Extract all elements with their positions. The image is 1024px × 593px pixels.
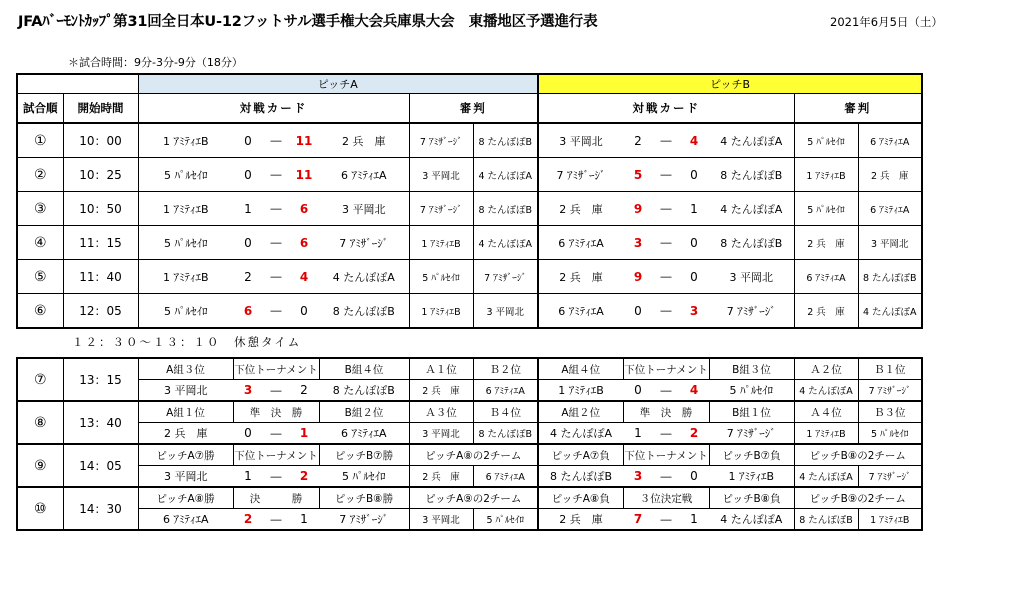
pitch-a-team-1: 5 ﾊﾟﾙｾｲﾛ <box>138 226 233 260</box>
pitch-b-referee-1: 6 ｱﾐﾃｨｴA <box>794 260 858 294</box>
pitch-a-team-2: 6 ｱﾐﾃｨｴA <box>319 158 409 192</box>
pitch-b-slot-1-label: ピッチA⑧負 <box>538 487 623 509</box>
pitch-a-score-2: 11 <box>289 123 319 158</box>
pitch-b-team-1: 6 ｱﾐﾃｨｴA <box>538 294 623 329</box>
start-time: 14：05 <box>63 444 138 487</box>
pitch-b-score-1: 1 <box>623 423 653 445</box>
pitch-b-score-2: 4 <box>679 380 709 402</box>
pitch-b-referee-1: 5 ﾊﾟﾙｾｲﾛ <box>794 192 858 226</box>
start-time: 13：40 <box>63 401 138 444</box>
pitch-a-referee-header: 審判 <box>409 94 538 124</box>
pitch-b-slot-1-label: ピッチA⑦負 <box>538 444 623 466</box>
match-number: ③ <box>17 192 63 226</box>
break-time-label: １２：３０～１３：１０ 休憩タイム <box>72 335 302 349</box>
score-dash: ― <box>653 423 679 445</box>
score-dash: ― <box>653 294 679 329</box>
pitch-b-referee-1: 4 たんぽぽA <box>794 380 858 402</box>
afternoon-schedule-table <box>16 357 923 531</box>
pitch-b-referee-1: 4 たんぽぽA <box>794 466 858 488</box>
page-title: JFAﾊﾞｰﾓﾝﾄｶｯﾌﾟ第31回全日本U-12フットサル選手権大会兵庫県大会 東播地区予選進行表 <box>18 14 598 30</box>
match-number: ⑨ <box>17 444 63 487</box>
pitch-a-referee-label: ピッチA⑨の2チーム <box>409 487 538 509</box>
match-number: ⑧ <box>17 401 63 444</box>
score-dash: ― <box>263 423 289 445</box>
pitch-b-referee-1: 1 ｱﾐﾃｨｴB <box>794 158 858 192</box>
table-row <box>17 294 922 329</box>
pitch-a-referee-1-label: Ａ１位 <box>409 358 473 380</box>
pitch-a-slot-2-label: B組４位 <box>319 358 409 380</box>
pitch-b-score-2: 0 <box>679 226 709 260</box>
match-number: ⑤ <box>17 260 63 294</box>
table-row <box>17 158 922 192</box>
pitch-a-referee-2-label: Ｂ２位 <box>473 358 538 380</box>
start-time: 13：15 <box>63 358 138 401</box>
pitch-a-score-2: 11 <box>289 158 319 192</box>
pitch-b-referee-2: 7 ｱﾐｻﾞｰｼﾞ <box>858 466 922 488</box>
pitch-b-score-1: 9 <box>623 192 653 226</box>
pitch-b-round-label: 下位トーナメント <box>623 358 709 380</box>
match-number: ② <box>17 158 63 192</box>
pitch-b-card-header: 対戦カード <box>538 94 794 124</box>
start-time: 12：05 <box>63 294 138 329</box>
pitch-b-referee-2: 2 兵 庫 <box>858 158 922 192</box>
pitch-a-referee-2-label: Ｂ４位 <box>473 401 538 423</box>
pitch-a-score-1: 0 <box>233 423 263 445</box>
table-row-labels <box>17 444 922 466</box>
table-row-labels <box>17 358 922 380</box>
pitch-a-score-1: 2 <box>233 509 263 531</box>
pitch-b-slot-2-label: B組３位 <box>709 358 794 380</box>
pitch-b-score-2: 2 <box>679 423 709 445</box>
pitch-b-referee-1: 5 ﾊﾟﾙｾｲﾛ <box>794 123 858 158</box>
pitch-a-round-label: 決 勝 <box>233 487 319 509</box>
pitch-a-slot-2-label: B組２位 <box>319 401 409 423</box>
pitch-a-team-1: 2 兵 庫 <box>138 423 233 445</box>
pitch-b-referee-1-label: Ａ４位 <box>794 401 858 423</box>
pitch-a-score-2: 6 <box>289 226 319 260</box>
pitch-a-round-label: 下位トーナメント <box>233 444 319 466</box>
table-row <box>17 423 922 445</box>
score-dash: ― <box>653 192 679 226</box>
pitch-a-team-1: 1 ｱﾐﾃｨｴB <box>138 260 233 294</box>
pitch-a-referee-1-label: Ａ３位 <box>409 401 473 423</box>
pitch-a-referee-2: 4 たんぽぽA <box>473 158 538 192</box>
pitch-a-referee-1: 7 ｱﾐｻﾞｰｼﾞ <box>409 192 473 226</box>
score-dash: ― <box>653 380 679 402</box>
pitch-a-referee-2: 6 ｱﾐﾃｨｴA <box>473 380 538 402</box>
pitch-a-team-1: 3 平岡北 <box>138 380 233 402</box>
pitch-b-team-1: 4 たんぽぽA <box>538 423 623 445</box>
pitch-a-round-label: 下位トーナメント <box>233 358 319 380</box>
pitch-b-score-2: 0 <box>679 260 709 294</box>
pitch-b-team-2: 4 たんぽぽA <box>709 509 794 531</box>
pitch-b-score-1: 7 <box>623 509 653 531</box>
pitch-b-score-2: 3 <box>679 294 709 329</box>
pitch-b-score-1: 2 <box>623 123 653 158</box>
event-date: 2021年6月5日（土） <box>830 15 943 29</box>
table-row <box>17 509 922 531</box>
pitch-b-referee-1: 8 たんぽぽB <box>794 509 858 531</box>
pitch-b-referee-2: 3 平岡北 <box>858 226 922 260</box>
pitch-a-referee-1: 1 ｱﾐﾃｨｴB <box>409 294 473 329</box>
score-dash: ― <box>263 192 289 226</box>
score-dash: ― <box>653 226 679 260</box>
pitch-b-score-2: 1 <box>679 192 709 226</box>
pitch-b-team-1: 2 兵 庫 <box>538 509 623 531</box>
pitch-b-team-2: 4 たんぽぽA <box>709 192 794 226</box>
match-number: ⑦ <box>17 358 63 401</box>
pitch-b-team-1: 1 ｱﾐﾃｨｴB <box>538 380 623 402</box>
pitch-b-team-2: 8 たんぽぽB <box>709 158 794 192</box>
table-row <box>17 466 922 488</box>
pitch-a-team-2: 8 たんぽぽB <box>319 380 409 402</box>
pitch-b-referee-label: ピッチB⑧の2チーム <box>794 444 922 466</box>
start-time: 11：40 <box>63 260 138 294</box>
pitch-b-referee-header: 審判 <box>794 94 922 124</box>
pitch-a-slot-1-label: A組３位 <box>138 358 233 380</box>
pitch-b-score-1: 3 <box>623 466 653 488</box>
pitch-b-referee-1: 1 ｱﾐﾃｨｴB <box>794 423 858 445</box>
pitch-a-referee-1: 7 ｱﾐｻﾞｰｼﾞ <box>409 123 473 158</box>
start-time: 11：15 <box>63 226 138 260</box>
pitch-b-team-1: 2 兵 庫 <box>538 260 623 294</box>
pitch-b-referee-2: 4 たんぽぽA <box>858 294 922 329</box>
table-row-labels <box>17 401 922 423</box>
pitch-b-round-label: ３位決定戦 <box>623 487 709 509</box>
pitch-a-score-1: 2 <box>233 260 263 294</box>
pitch-b-team-1: 6 ｱﾐﾃｨｴA <box>538 226 623 260</box>
pitch-b-referee-2: 7 ｱﾐｻﾞｰｼﾞ <box>858 380 922 402</box>
table-row-labels <box>17 487 922 509</box>
pitch-a-slot-2-label: ピッチB⑦勝 <box>319 444 409 466</box>
pitch-b-round-label: 準 決 勝 <box>623 401 709 423</box>
match-duration-note: ＊試合時間：9分-3分-9分（18分） <box>68 56 243 69</box>
pitch-b-score-2: 4 <box>679 123 709 158</box>
table-row <box>17 192 922 226</box>
start-time-header: 開始時間 <box>63 94 138 124</box>
match-number: ① <box>17 123 63 158</box>
pitch-a-referee-2: 4 たんぽぽA <box>473 226 538 260</box>
pitch-a-team-2: 5 ﾊﾟﾙｾｲﾛ <box>319 466 409 488</box>
pitch-a-referee-1: 5 ﾊﾟﾙｾｲﾛ <box>409 260 473 294</box>
pitch-b-team-2: 5 ﾊﾟﾙｾｲﾛ <box>709 380 794 402</box>
pitch-a-score-1: 0 <box>233 158 263 192</box>
pitch-a-score-1: 6 <box>233 294 263 329</box>
score-dash: ― <box>653 123 679 158</box>
morning-schedule-table <box>16 73 923 329</box>
pitch-b-score-1: 3 <box>623 226 653 260</box>
pitch-b-score-1: 0 <box>623 380 653 402</box>
pitch-b-header: ピッチB <box>538 74 922 94</box>
pitch-a-round-label: 準 決 勝 <box>233 401 319 423</box>
pitch-b-referee-2: 1 ｱﾐﾃｨｴB <box>858 509 922 531</box>
pitch-a-score-1: 0 <box>233 123 263 158</box>
pitch-a-score-2: 1 <box>289 509 319 531</box>
table-row <box>17 226 922 260</box>
pitch-b-team-1: 8 たんぽぽB <box>538 466 623 488</box>
pitch-a-referee-2: 8 たんぽぽB <box>473 423 538 445</box>
pitch-a-team-1: 1 ｱﾐﾃｨｴB <box>138 192 233 226</box>
pitch-b-score-1: 0 <box>623 294 653 329</box>
start-time: 10：25 <box>63 158 138 192</box>
pitch-a-referee-1: 2 兵 庫 <box>409 380 473 402</box>
pitch-a-team-1: 5 ﾊﾟﾙｾｲﾛ <box>138 158 233 192</box>
pitch-a-team-1: 3 平岡北 <box>138 466 233 488</box>
pitch-a-team-1: 1 ｱﾐﾃｨｴB <box>138 123 233 158</box>
pitch-a-score-1: 1 <box>233 192 263 226</box>
pitch-a-score-2: 1 <box>289 423 319 445</box>
score-dash: ― <box>263 158 289 192</box>
pitch-b-referee-2-label: Ｂ１位 <box>858 358 922 380</box>
pitch-a-slot-1-label: ピッチA⑦勝 <box>138 444 233 466</box>
pitch-a-team-2: 3 平岡北 <box>319 192 409 226</box>
table-row <box>17 260 922 294</box>
pitch-a-score-1: 1 <box>233 466 263 488</box>
pitch-b-referee-2: 6 ｱﾐﾃｨｴA <box>858 192 922 226</box>
pitch-a-referee-1: 2 兵 庫 <box>409 466 473 488</box>
pitch-a-referee-2: 8 たんぽぽB <box>473 192 538 226</box>
table-row <box>17 123 922 158</box>
pitch-a-team-2: 2 兵 庫 <box>319 123 409 158</box>
pitch-a-referee-1: 3 平岡北 <box>409 423 473 445</box>
pitch-a-header: ピッチA <box>138 74 538 94</box>
pitch-b-referee-2: 8 たんぽぽB <box>858 260 922 294</box>
pitch-b-score-1: 5 <box>623 158 653 192</box>
pitch-b-referee-1: 2 兵 庫 <box>794 294 858 329</box>
pitch-a-score-1: 0 <box>233 226 263 260</box>
score-dash: ― <box>263 466 289 488</box>
pitch-a-slot-1-label: ピッチA⑧勝 <box>138 487 233 509</box>
pitch-b-team-2: 8 たんぽぽB <box>709 226 794 260</box>
score-dash: ― <box>653 158 679 192</box>
pitch-b-referee-label: ピッチB⑨の2チーム <box>794 487 922 509</box>
score-dash: ― <box>653 466 679 488</box>
score-dash: ― <box>263 123 289 158</box>
pitch-a-referee-2: 5 ﾊﾟﾙｾｲﾛ <box>473 509 538 531</box>
pitch-a-slot-2-label: ピッチB⑧勝 <box>319 487 409 509</box>
pitch-a-referee-1: 3 平岡北 <box>409 158 473 192</box>
pitch-a-referee-2: 6 ｱﾐﾃｨｴA <box>473 466 538 488</box>
table-row <box>17 380 922 402</box>
pitch-b-referee-2: 6 ｱﾐﾃｨｴA <box>858 123 922 158</box>
pitch-b-referee-2-label: Ｂ３位 <box>858 401 922 423</box>
pitch-b-team-2: 7 ｱﾐｻﾞｰｼﾞ <box>709 423 794 445</box>
pitch-a-team-2: 8 たんぽぽB <box>319 294 409 329</box>
pitch-b-team-2: 3 平岡北 <box>709 260 794 294</box>
match-number: ⑩ <box>17 487 63 530</box>
pitch-b-referee-1: 2 兵 庫 <box>794 226 858 260</box>
pitch-b-team-1: 2 兵 庫 <box>538 192 623 226</box>
score-dash: ― <box>263 226 289 260</box>
pitch-a-team-2: 7 ｱﾐｻﾞｰｼﾞ <box>319 509 409 531</box>
pitch-b-score-2: 0 <box>679 466 709 488</box>
start-time: 10：00 <box>63 123 138 158</box>
pitch-a-score-2: 2 <box>289 466 319 488</box>
match-no-header: 試合順 <box>17 94 63 124</box>
pitch-a-slot-1-label: A組１位 <box>138 401 233 423</box>
pitch-b-slot-2-label: B組１位 <box>709 401 794 423</box>
pitch-a-score-1: 3 <box>233 380 263 402</box>
match-number: ⑥ <box>17 294 63 329</box>
pitch-a-score-2: 4 <box>289 260 319 294</box>
pitch-b-team-1: 3 平岡北 <box>538 123 623 158</box>
pitch-b-score-2: 1 <box>679 509 709 531</box>
pitch-b-slot-2-label: ピッチB⑧負 <box>709 487 794 509</box>
pitch-a-referee-1: 3 平岡北 <box>409 509 473 531</box>
pitch-b-referee-2: 5 ﾊﾟﾙｾｲﾛ <box>858 423 922 445</box>
score-dash: ― <box>263 260 289 294</box>
start-time: 10：50 <box>63 192 138 226</box>
pitch-a-referee-2: 7 ｱﾐｻﾞｰｼﾞ <box>473 260 538 294</box>
score-dash: ― <box>653 260 679 294</box>
pitch-a-score-2: 0 <box>289 294 319 329</box>
score-dash: ― <box>653 509 679 531</box>
pitch-a-referee-1: 1 ｱﾐﾃｨｴB <box>409 226 473 260</box>
pitch-b-slot-1-label: A組４位 <box>538 358 623 380</box>
pitch-a-card-header: 対戦カード <box>138 94 409 124</box>
pitch-a-referee-2: 8 たんぽぽB <box>473 123 538 158</box>
start-time: 14：30 <box>63 487 138 530</box>
score-dash: ― <box>263 509 289 531</box>
pitch-b-slot-1-label: A組２位 <box>538 401 623 423</box>
pitch-b-score-1: 9 <box>623 260 653 294</box>
pitch-a-team-2: 6 ｱﾐﾃｨｴA <box>319 423 409 445</box>
pitch-b-team-2: 1 ｱﾐﾃｨｴB <box>709 466 794 488</box>
pitch-a-referee-2: 3 平岡北 <box>473 294 538 329</box>
pitch-b-score-2: 0 <box>679 158 709 192</box>
match-number: ④ <box>17 226 63 260</box>
pitch-a-team-1: 6 ｱﾐﾃｨｴA <box>138 509 233 531</box>
pitch-a-team-1: 5 ﾊﾟﾙｾｲﾛ <box>138 294 233 329</box>
pitch-a-team-2: 7 ｱﾐｻﾞｰｼﾞ <box>319 226 409 260</box>
pitch-b-referee-1-label: Ａ２位 <box>794 358 858 380</box>
score-dash: ― <box>263 294 289 329</box>
pitch-a-referee-label: ピッチA⑧の2チーム <box>409 444 538 466</box>
score-dash: ― <box>263 380 289 402</box>
pitch-b-slot-2-label: ピッチB⑦負 <box>709 444 794 466</box>
pitch-a-team-2: 4 たんぽぽA <box>319 260 409 294</box>
pitch-b-round-label: 下位トーナメント <box>623 444 709 466</box>
pitch-a-score-2: 6 <box>289 192 319 226</box>
pitch-b-team-1: 7 ｱﾐｻﾞｰｼﾞ <box>538 158 623 192</box>
pitch-b-team-2: 7 ｱﾐｻﾞｰｼﾞ <box>709 294 794 329</box>
pitch-a-score-2: 2 <box>289 380 319 402</box>
pitch-b-team-2: 4 たんぽぽA <box>709 123 794 158</box>
